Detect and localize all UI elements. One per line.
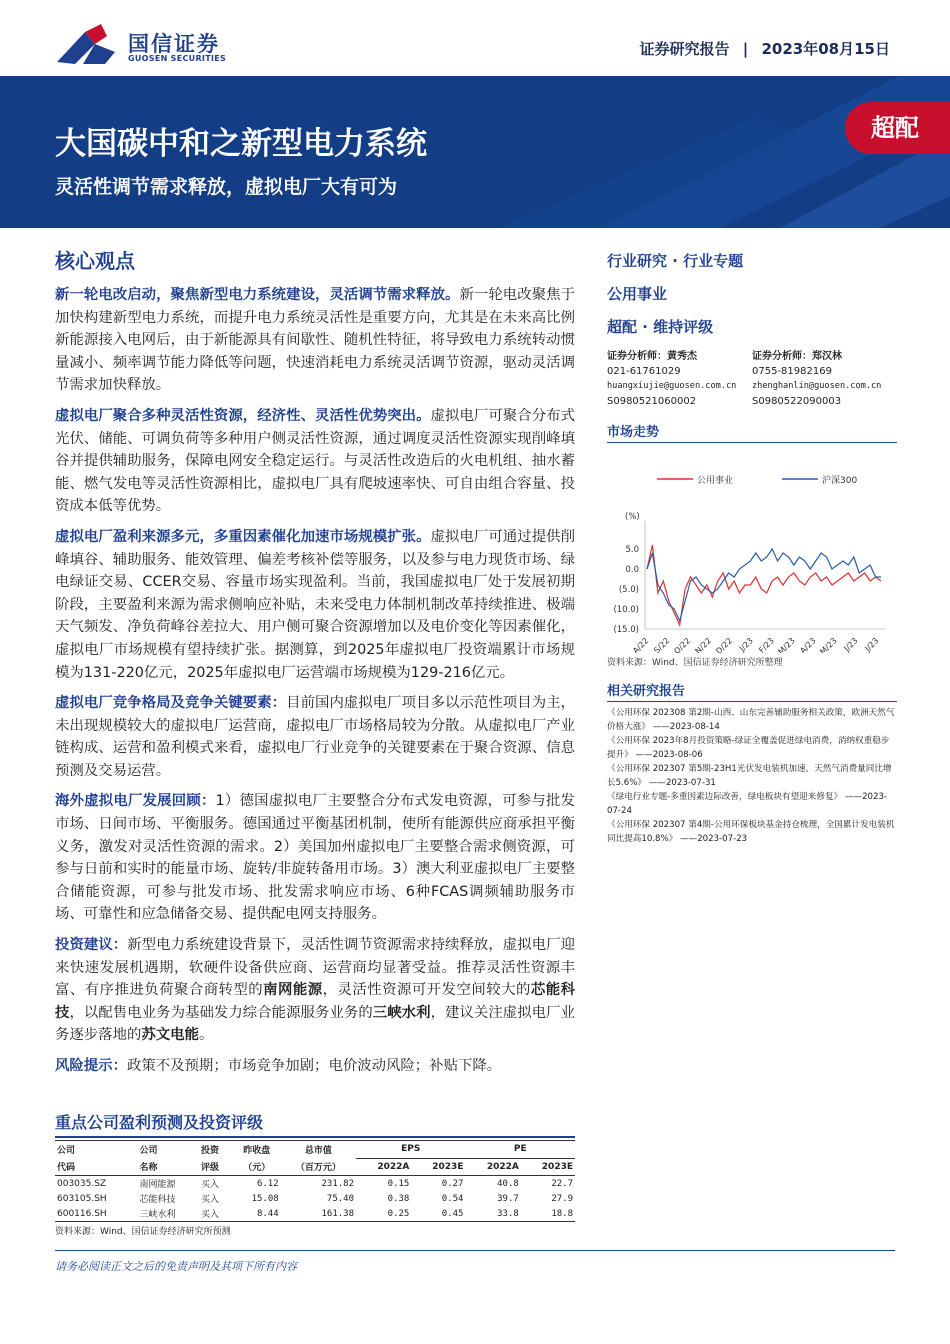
y-axis-label: (%) bbox=[625, 512, 640, 522]
legend-label: 公用事业 bbox=[697, 476, 734, 486]
col-header: 投资 bbox=[201, 1146, 220, 1156]
x-tick-label: D/22 bbox=[714, 636, 735, 653]
analyst-2: 证券分析师：郑汉林 0755-81982169 zhenghanlin@guosen.com.cn S0980522090003 bbox=[752, 351, 882, 407]
table-cell: 买入 bbox=[201, 1210, 220, 1220]
table-cell: 15.08 bbox=[251, 1193, 279, 1204]
table-cell: 0.45 bbox=[441, 1208, 464, 1219]
guosen-logo-icon bbox=[55, 22, 125, 66]
table-cell: 8.44 bbox=[256, 1208, 279, 1219]
x-tick-label: J/23 bbox=[863, 636, 881, 653]
market-chart bbox=[607, 443, 897, 653]
table-cell: 603105.SH bbox=[57, 1193, 107, 1204]
report-subtitle: 灵活性调节需求释放，虚拟电厂大有可为 bbox=[55, 176, 398, 198]
table-row bbox=[55, 1206, 575, 1222]
x-tick-label: A/22 bbox=[631, 636, 651, 653]
paragraph-7: 风险提示：政策不及预期；市场竞争加剧；电价波动风险；补贴下降。 bbox=[55, 1058, 502, 1074]
report-item[interactable]: 《绿电行业专题-多重因素边际改善，绿电板块有望迎来修复》 ——2023-07-24 bbox=[607, 792, 888, 816]
industry: 公用事业 bbox=[607, 285, 668, 303]
col-header-pe: PE bbox=[465, 1141, 575, 1159]
table-row bbox=[55, 1176, 575, 1192]
forecast-table bbox=[55, 1140, 575, 1222]
table-cell: 南网能源 bbox=[139, 1180, 176, 1190]
rating-line: 超配 · 维持评级 bbox=[607, 318, 714, 336]
table-cell: 33.8 bbox=[497, 1208, 519, 1219]
legend-label: 沪深300 bbox=[822, 476, 858, 486]
report-type: 证券研究报告 bbox=[639, 40, 730, 58]
series-line-1 bbox=[647, 549, 881, 621]
table-cell: 6.12 bbox=[256, 1178, 279, 1189]
x-tick-label: M/23 bbox=[818, 636, 839, 653]
brand-name: 国信证券 bbox=[128, 32, 220, 56]
table-cell: 0.54 bbox=[441, 1193, 464, 1204]
x-tick-label: A/23 bbox=[798, 636, 818, 653]
col-header-eps: EPS bbox=[356, 1141, 465, 1159]
related-reports-title: 相关研究报告 bbox=[607, 680, 897, 702]
table-cell: 0.25 bbox=[387, 1208, 410, 1219]
col-header: 公司 bbox=[139, 1146, 158, 1156]
chart-source: 资料来源：Wind、国信证券经济研究所整理 bbox=[607, 658, 783, 668]
col-header: 昨收盘 bbox=[243, 1146, 271, 1156]
col-header: 总市值 bbox=[304, 1146, 332, 1156]
x-tick-label: F/23 bbox=[757, 636, 776, 653]
core-views bbox=[55, 245, 575, 1086]
report-item[interactable]: 《公用环保 202307 第5期-23H1光伏发电装机加速，天然气消费量同比增长5.6%》 ——2023-07-31 bbox=[607, 764, 892, 788]
table-cell: 0.27 bbox=[441, 1178, 464, 1189]
col-header: 2022A bbox=[486, 1161, 519, 1172]
analysts bbox=[607, 349, 897, 409]
col-header: 2022A bbox=[377, 1161, 410, 1172]
table-cell: 27.9 bbox=[551, 1193, 573, 1204]
section-title: 核心观点 bbox=[55, 249, 135, 273]
col-header: 评级 bbox=[201, 1163, 220, 1173]
x-tick-label: J/23 bbox=[737, 636, 755, 653]
x-tick-label: N/22 bbox=[693, 636, 714, 653]
footer-divider bbox=[55, 1250, 895, 1251]
title-banner bbox=[0, 76, 950, 228]
col-header: 2023E bbox=[432, 1161, 464, 1172]
table-cell: 芯能科技 bbox=[139, 1195, 176, 1205]
brand-name-en: GUOSEN SECURITIES bbox=[128, 54, 227, 63]
table-cell: 0.15 bbox=[387, 1178, 410, 1189]
report-category: 行业研究 · 行业专题 bbox=[607, 252, 744, 270]
table-cell: 161.38 bbox=[321, 1208, 354, 1219]
table-cell: 231.82 bbox=[321, 1178, 354, 1189]
forecast-table-title: 重点公司盈利预测及投资评级 bbox=[55, 1110, 575, 1138]
table-cell: 买入 bbox=[201, 1195, 220, 1205]
separator: | bbox=[742, 40, 749, 58]
col-header: 2023E bbox=[541, 1161, 573, 1172]
col-header: 名称 bbox=[139, 1163, 158, 1173]
y-tick-label: 5.0 bbox=[625, 545, 639, 555]
paragraph-2: 虚拟电厂聚合多种灵活性资源，经济性、灵活性优势突出。虚拟电厂可聚合分布式光伏、储能、可调负荷等多种用户侧灵活性资源，通过调度灵活性资源实现削峰填谷并提供辅助服务，保障电网安全稳定运行。与灵活性改造后的火电机组、抽水蓄能、燃气发电等灵活性资源相比，虚拟电厂具有爬坡速率快、可自由组合容量、投资成本低等优势。 bbox=[55, 407, 575, 515]
table-cell: 22.7 bbox=[551, 1178, 573, 1189]
paragraph-1: 新一轮电改启动，聚焦新型电力系统建设，灵活调节需求释放。新一轮电改聚焦于加快构建新型电力系统，而提升电力系统灵活性是重要方向，尤其是在未来高比例新能源接入电网后，由于新能源具有间歇性、随机性特征，将导致电力系统转动惯量减小、频率调节能力降低等问题，快速消耗电力系统灵活调节资源，驱动灵活调节需求加快释放。 bbox=[55, 287, 575, 394]
sidebar bbox=[607, 250, 897, 846]
table-row bbox=[55, 1191, 575, 1206]
table-cell: 三峡水利 bbox=[139, 1210, 176, 1220]
table-cell: 40.8 bbox=[497, 1178, 519, 1189]
col-header: 公司 bbox=[57, 1146, 76, 1156]
page-header bbox=[0, 0, 950, 76]
report-date: 2023年08月15日 bbox=[761, 40, 890, 58]
report-item[interactable]: 《公用环保 202307 第4期-公用环保板块基金持仓梳理，全国累计发电装机同比提高10.8%》 ——2023-07-23 bbox=[607, 820, 895, 844]
rating-badge: 超配 bbox=[845, 102, 950, 154]
y-tick-label: (5.0) bbox=[618, 585, 639, 595]
col-header: 代码 bbox=[57, 1163, 76, 1173]
col-header: （元） bbox=[243, 1163, 271, 1173]
table-cell: 买入 bbox=[201, 1180, 220, 1190]
report-item[interactable]: 《公用环保 2023年8月投资策略-绿证全覆盖促进绿电消费，消纳权重稳步提升》 ——2023-08-06 bbox=[607, 736, 890, 760]
table-cell: 18.8 bbox=[551, 1208, 573, 1219]
market-chart-svg bbox=[607, 443, 897, 653]
x-tick-label: M/23 bbox=[776, 636, 797, 653]
analyst-1: 证券分析师：黄秀杰 021-61761029 huangxiujie@guosen.com.cn S0980521060002 bbox=[607, 351, 737, 407]
table-cell: 75.40 bbox=[326, 1193, 354, 1204]
x-tick-label: S/22 bbox=[652, 636, 672, 653]
table-cell: 0.38 bbox=[387, 1193, 410, 1204]
col-header: （百万元） bbox=[295, 1163, 341, 1173]
paragraph-5: 海外虚拟电厂发展回顾：1）德国虚拟电厂主要整合分布式发电资源，可参与批发市场、日间市场、平衡服务。德国通过平衡基团机制，使所有能源供应商承担平衡义务，激发对灵活性资源的需求。2）美国加州虚拟电厂主要整合需求侧资源，可参与日前和实时的能量市场、旋转/非旋转备用市场。3）澳大利亚虚拟电厂主要整合储能资源，可参与批发市场、批发需求响应市场、6种FCAS调频辅助服务市场、可靠性和应急储备交易、提供配电网支持服务。 bbox=[55, 793, 575, 923]
y-tick-label: 0.0 bbox=[625, 565, 639, 575]
table-cell: 39.7 bbox=[497, 1193, 519, 1204]
y-tick-label: (15.0) bbox=[613, 625, 639, 635]
table-cell: 003035.SZ bbox=[57, 1178, 107, 1189]
paragraph-6: 投资建议：新型电力系统建设背景下，灵活性调节资源需求持续释放，虚拟电厂迎来快速发展机遇期，软硬件设备供应商、运营商均显著受益。推荐灵活性资源丰富、有序推进负荷聚合商转型的南网能源，灵活性资源可开发空间较大的芯能科技，以配售电业务为基础发力综合能源服务业务的三峡水利，建议关注虚拟电厂业务逐步落地的苏文电能。 bbox=[55, 937, 575, 1044]
x-tick-label: J/23 bbox=[842, 636, 860, 653]
table-cell: 600116.SH bbox=[57, 1208, 107, 1219]
report-meta bbox=[640, 38, 890, 59]
market-trend-title: 市场走势 bbox=[607, 421, 897, 443]
table-source: 资料来源：Wind、国信证券经济研究所预测 bbox=[55, 1227, 231, 1237]
x-tick-label: O/22 bbox=[672, 636, 693, 653]
footer-disclaimer: 请务必阅读正文之后的免责声明及其项下所有内容 bbox=[55, 1260, 297, 1273]
related-reports bbox=[607, 706, 897, 846]
report-title: 大国碳中和之新型电力系统 bbox=[55, 126, 427, 162]
paragraph-3: 虚拟电厂盈利来源多元，多重因素催化加速市场规模扩张。虚拟电厂可通过提供削峰填谷、辅助服务、能效管理、偏差考核补偿等服务，以及参与电力现货市场、绿电绿证交易、CCER交易、容量市场实现盈利。当前，我国虚拟电厂处于发展初期阶段，主要盈利来源为需求侧响应补贴，未来受电力体制机制改革持续推进、极端天气频发、净负荷峰谷差拉大、用户侧可聚合资源增加以及电价变化等因素催化，虚拟电厂市场规模有望持续扩张。据测算，到2025年虚拟电厂投资端累计市场规模为131-220亿元，2025年虚拟电厂运营端市场规模为129-216亿元。 bbox=[55, 528, 575, 681]
paragraph-4: 虚拟电厂竞争格局及竞争关键要素：目前国内虚拟电厂项目多以示范性项目为主，未出现规模较大的虚拟电厂运营商，虚拟电厂市场格局较为分散。从虚拟电厂产业链构成、运营和盈利模式来看，虚拟电厂行业竞争的关键要素在于聚合资源、信息预测及交易运营。 bbox=[55, 695, 575, 779]
report-item[interactable]: 《公用环保 202308 第2期-山西、山东完善辅助服务相关政策，欧洲天然气价格大涨》 ——2023-08-14 bbox=[607, 708, 895, 732]
y-tick-label: (10.0) bbox=[613, 605, 639, 615]
